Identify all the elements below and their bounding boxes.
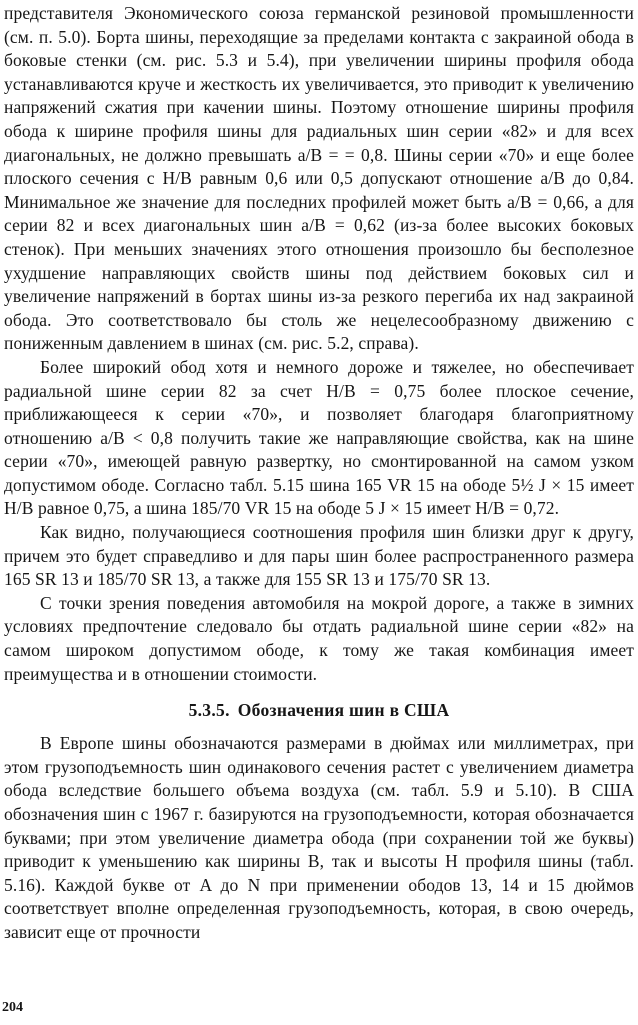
page-number: 204: [2, 1000, 23, 1015]
body-paragraph: Как видно, получающиеся соотношения профиля шин близки друг к другу, причем это будет справедливо и для пары шин более распространенного размера 165 SR 13 и 185/70 SR 13, а также для 155 SR 13 и 175/70 SR 13.: [4, 522, 634, 590]
body-paragraph: С точки зрения поведения автомобиля на мокрой дороге, а также в зимних условиях предпочтение следовало бы отдать радиальной шине серии «82» на самом широком допустимом ободе, к тому же такая комбинация имеет преимущества и в отношении стоимости.: [4, 592, 634, 684]
section-heading: [4, 698, 634, 722]
section-title: Обозначения шин в США: [237, 700, 450, 721]
body-paragraph: Более широкий обод хотя и немного дороже и тяжелее, но обеспечивает радиальной шине серии 82 за счет H/B = 0,75 более плоское сечение, приближающееся к серии «70», и позволяет благодаря благоприятному отношению a/B < 0,8 получить такие же направляющие свойства, как на шине серии «70», имеющей равную развертку, но смонтированной на самом узком допустимом ободе. Согласно табл. 5.15 шина 165 VR 15 на ободе 5½ J × 15 имеет H/B равное 0,75, а шина 185/70 VR 15 на ободе 5 J × 15 имеет H/B = 0,72.: [4, 356, 634, 519]
section-number: 5.3.5.: [188, 700, 230, 721]
body-paragraph: В Европе шины обозначаются размерами в дюймах или миллиметрах, при этом грузоподъемность шин одинакового сечения растет с увеличением диаметра обода вследствие большего объема воздуха (см. табл. 5.9 и 5.10). В США обозначения шин с 1967 г. базируются на грузоподъемности, которая обозначается буквами; при этом увеличение диаметра обода (при сохранении той же буквы) приводит к уменьшению как ширины B, так и высоты H профиля шины (табл. 5.16). Каждой букве от A до N при применении ободов 13, 14 и 15 дюймов соответствует вполне определенная грузоподъемность, которая, в свою очередь, зависит еще от прочности: [4, 733, 634, 942]
book-page: [4, 2, 634, 945]
body-paragraph: представителя Экономического союза германской резиновой промышленности (см. п. 5.0). Борта шины, переходящие за пределами контакта с закраиной обода в боковые стенки (см. рис. 5.3 и 5.4), при увеличении ширины профиля обода устанавливаются круче и жесткость их увеличивается, это приводит к увеличению напряжений сжатия при качении шины. Поэтому отношение ширины профиля обода к ширине профиля шины для радиальных шин серии «82» и для всех диагональных, не должно превышать a/B = = 0,8. Шины серии «70» и еще более плоского сечения с H/B равным 0,6 или 0,5 допускают отношение a/B до 0,84. Минимальное же значение для последних профилей может быть a/B = 0,66, а для серии 82 и всех диагональных шин a/B = 0,62 (из-за более высоких боковых стенок). При меньших значениях этого отношения произошло бы бесполезное ухудшение направляющих свойств шины под действием боковых сил и увеличение напряжений в бортах шины из-за резкого перегиба их над закраиной обода. Это соответствовало бы столь же нецелесообразному движению с пониженным давлением в шинах (см. рис. 5.2, справа).: [4, 3, 634, 354]
